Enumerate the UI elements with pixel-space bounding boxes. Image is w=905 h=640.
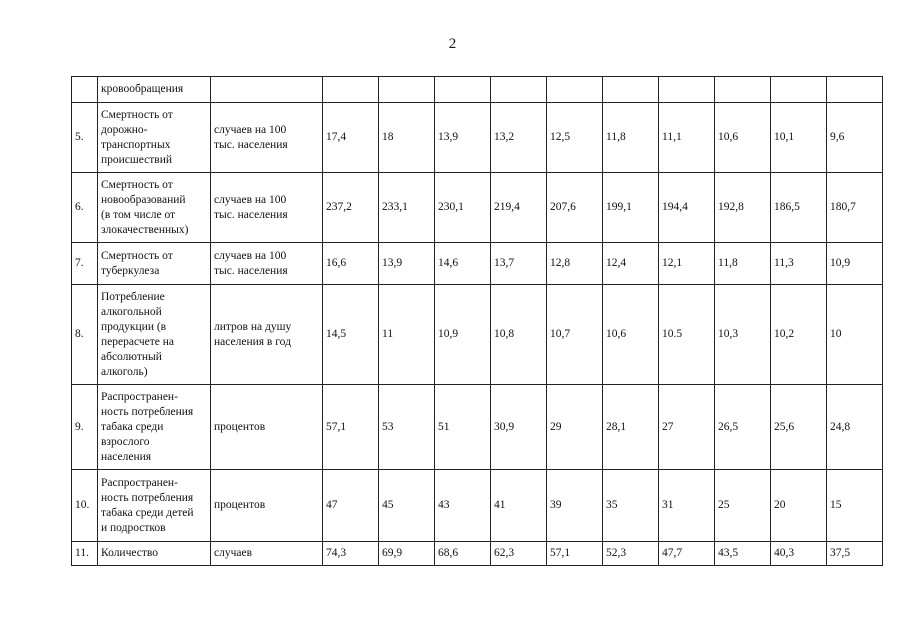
- value-cell: 237,2: [323, 173, 379, 243]
- value-cell: 11,8: [715, 243, 771, 285]
- value-cell: 47,7: [659, 542, 715, 566]
- indicator-name: Смертность от новообразований (в том числе от злокачественных): [98, 173, 211, 243]
- value-cell: 57,1: [547, 542, 603, 566]
- value-cell: 230,1: [435, 173, 491, 243]
- value-cell: [379, 77, 435, 103]
- value-cell: 16,6: [323, 243, 379, 285]
- indicator-name: Смертность от дорожно- транспортных происшествий: [98, 103, 211, 173]
- value-cell: [659, 77, 715, 103]
- value-cell: 69,9: [379, 542, 435, 566]
- value-cell: [715, 77, 771, 103]
- value-cell: 15: [827, 470, 883, 542]
- row-number: 9.: [72, 385, 98, 470]
- value-cell: 25,6: [771, 385, 827, 470]
- value-cell: [603, 77, 659, 103]
- row-number: [72, 77, 98, 103]
- row-number: 6.: [72, 173, 98, 243]
- value-cell: 28,1: [603, 385, 659, 470]
- value-cell: 10,9: [435, 285, 491, 385]
- value-cell: 11,1: [659, 103, 715, 173]
- value-cell: 12,4: [603, 243, 659, 285]
- value-cell: 37,5: [827, 542, 883, 566]
- value-cell: 13,9: [379, 243, 435, 285]
- value-cell: 24,8: [827, 385, 883, 470]
- table-row: [72, 542, 883, 566]
- row-number: 11.: [72, 542, 98, 566]
- indicator-name: Смертность от туберкулеза: [98, 243, 211, 285]
- value-cell: 39: [547, 470, 603, 542]
- table-row: [72, 385, 883, 470]
- value-cell: 26,5: [715, 385, 771, 470]
- value-cell: 45: [379, 470, 435, 542]
- row-number: 8.: [72, 285, 98, 385]
- value-cell: 12,1: [659, 243, 715, 285]
- value-cell: 43,5: [715, 542, 771, 566]
- value-cell: [435, 77, 491, 103]
- value-cell: [547, 77, 603, 103]
- indicator-name: Распространен- ность потребления табака среди детей и подростков: [98, 470, 211, 542]
- value-cell: 13,9: [435, 103, 491, 173]
- indicators-table: [71, 76, 883, 566]
- indicator-name: Потребление алкогольной продукции (в перерасчете на абсолютный алкоголь): [98, 285, 211, 385]
- value-cell: 12,8: [547, 243, 603, 285]
- value-cell: 10,6: [603, 285, 659, 385]
- value-cell: 25: [715, 470, 771, 542]
- value-cell: 194,4: [659, 173, 715, 243]
- value-cell: 14,5: [323, 285, 379, 385]
- value-cell: 43: [435, 470, 491, 542]
- value-cell: 10,9: [827, 243, 883, 285]
- value-cell: 180,7: [827, 173, 883, 243]
- value-cell: 192,8: [715, 173, 771, 243]
- unit-cell: случаев на 100 тыс. населения: [211, 103, 323, 173]
- value-cell: 10,6: [715, 103, 771, 173]
- value-cell: 20: [771, 470, 827, 542]
- value-cell: 53: [379, 385, 435, 470]
- value-cell: [827, 77, 883, 103]
- value-cell: 11,3: [771, 243, 827, 285]
- table-row: [72, 103, 883, 173]
- value-cell: 40,3: [771, 542, 827, 566]
- value-cell: 9,6: [827, 103, 883, 173]
- value-cell: 233,1: [379, 173, 435, 243]
- value-cell: 52,3: [603, 542, 659, 566]
- value-cell: 219,4: [491, 173, 547, 243]
- unit-cell: литров на душу населения в год: [211, 285, 323, 385]
- value-cell: 17,4: [323, 103, 379, 173]
- table-row: [72, 285, 883, 385]
- row-number: 7.: [72, 243, 98, 285]
- value-cell: 30,9: [491, 385, 547, 470]
- unit-cell: процентов: [211, 470, 323, 542]
- indicator-name: кровообращения: [98, 77, 211, 103]
- value-cell: 13,7: [491, 243, 547, 285]
- row-number: 10.: [72, 470, 98, 542]
- value-cell: [491, 77, 547, 103]
- row-number: 5.: [72, 103, 98, 173]
- value-cell: 57,1: [323, 385, 379, 470]
- value-cell: 29: [547, 385, 603, 470]
- value-cell: 10,2: [771, 285, 827, 385]
- unit-cell: случаев на 100 тыс. населения: [211, 243, 323, 285]
- value-cell: 11: [379, 285, 435, 385]
- table-row: [72, 77, 883, 103]
- value-cell: 18: [379, 103, 435, 173]
- value-cell: 12,5: [547, 103, 603, 173]
- value-cell: 207,6: [547, 173, 603, 243]
- indicator-name: Количество: [98, 542, 211, 566]
- value-cell: 10.5: [659, 285, 715, 385]
- value-cell: 10,8: [491, 285, 547, 385]
- value-cell: 27: [659, 385, 715, 470]
- value-cell: 10: [827, 285, 883, 385]
- value-cell: 47: [323, 470, 379, 542]
- value-cell: [771, 77, 827, 103]
- value-cell: 31: [659, 470, 715, 542]
- table-row: [72, 243, 883, 285]
- value-cell: 186,5: [771, 173, 827, 243]
- page-number: 2: [448, 36, 457, 52]
- value-cell: 14,6: [435, 243, 491, 285]
- value-cell: 62,3: [491, 542, 547, 566]
- value-cell: 10,7: [547, 285, 603, 385]
- indicator-name: Распространен- ность потребления табака среди взрослого населения: [98, 385, 211, 470]
- value-cell: [323, 77, 379, 103]
- value-cell: 10,1: [771, 103, 827, 173]
- value-cell: 68,6: [435, 542, 491, 566]
- table-row: [72, 173, 883, 243]
- value-cell: 35: [603, 470, 659, 542]
- value-cell: 13,2: [491, 103, 547, 173]
- value-cell: 11,8: [603, 103, 659, 173]
- table-row: [72, 470, 883, 542]
- unit-cell: случаев на 100 тыс. населения: [211, 173, 323, 243]
- value-cell: 199,1: [603, 173, 659, 243]
- unit-cell: случаев: [211, 542, 323, 566]
- value-cell: 51: [435, 385, 491, 470]
- value-cell: 10,3: [715, 285, 771, 385]
- unit-cell: [211, 77, 323, 103]
- unit-cell: процентов: [211, 385, 323, 470]
- value-cell: 41: [491, 470, 547, 542]
- value-cell: 74,3: [323, 542, 379, 566]
